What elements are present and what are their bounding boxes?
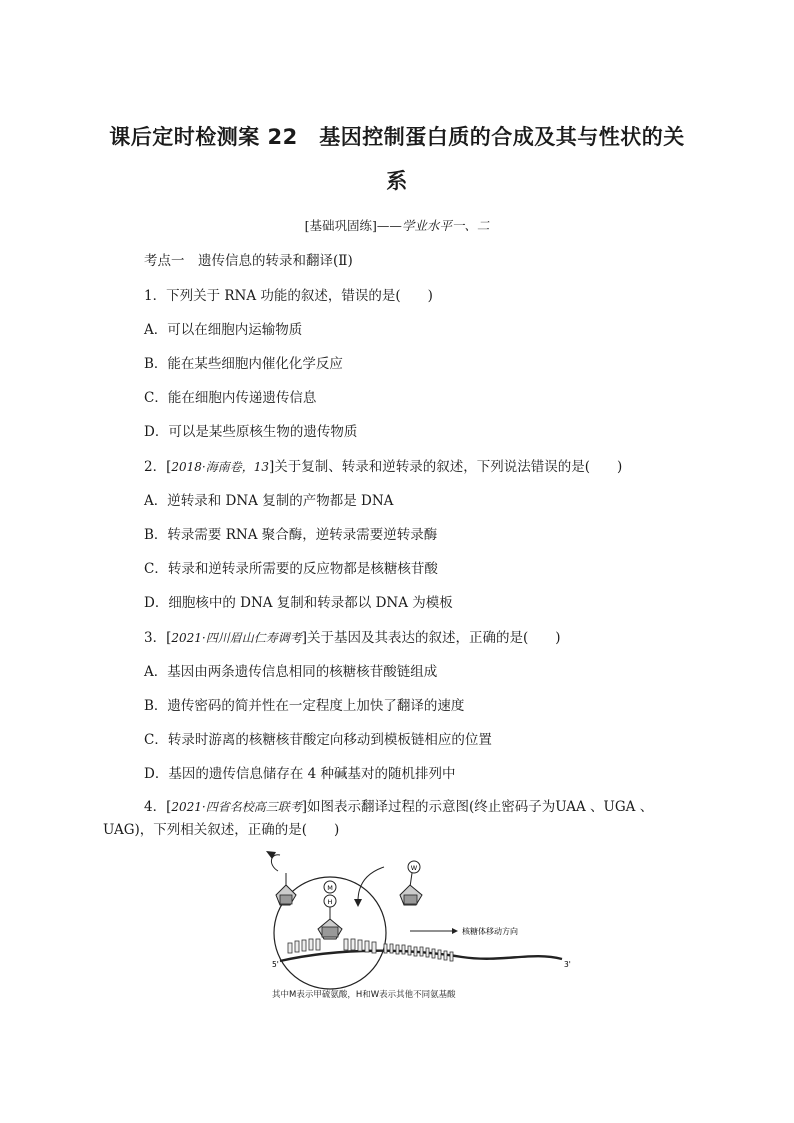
question-1-stem <box>144 284 433 304</box>
question-2-source: 2018·海南卷，13 <box>171 460 269 474</box>
question-1-option-b: B．能在某些细胞内催化化学反应 <box>144 356 343 372</box>
question-3-option-a: A．基因由两条遗传信息相同的核糖核苷酸链组成 <box>144 664 438 680</box>
question-2-option-a: A．逆转录和 DNA 复制的产物都是 DNA <box>144 493 394 509</box>
question-3-option-b: B．遗传密码的简并性在一定程度上加快了翻译的速度 <box>144 698 465 714</box>
page-title-line1: 课后定时检测案 22 基因控制蛋白质的合成及其与性状的关 <box>109 125 685 149</box>
question-1-option-a: A．可以在细胞内运输物质 <box>144 322 303 338</box>
question-1-text: 1．下列关于 RNA 功能的叙述，错误的是( ) <box>144 288 433 304</box>
question-1-option-c: C．能在细胞内传递遗传信息 <box>144 390 317 406</box>
question-2-option-d: D．细胞核中的 DNA 复制和转录都以 DNA 为模板 <box>144 595 453 611</box>
question-4-stem <box>103 796 699 842</box>
question-2-option-c: C．转录和逆转录所需要的反应物都是核糖核苷酸 <box>144 561 438 577</box>
subtitle-script: 学业水平一、二 <box>401 218 490 233</box>
question-4-text: ]如图表示翻译过程的示意图(终止密码子为UAA 、UGA 、UAG)，下列相关叙述，正确的是( ) <box>103 799 654 838</box>
question-2-prefix: 2．[ <box>144 459 172 475</box>
label-3-prime: 3' <box>564 960 571 969</box>
question-2-text: ]关于复制、转录和逆转录的叙述，下列说法错误的是( ) <box>268 459 623 475</box>
subtitle-bracket: [基础巩固练]—— <box>304 218 402 233</box>
question-3-source: 2021·四川眉山仁寿调考 <box>171 631 302 645</box>
trna-leaving <box>266 851 296 905</box>
question-2-option-b: B．转录需要 RNA 聚合酶，逆转录需要逆转录酶 <box>144 527 438 543</box>
label-w: W <box>410 864 418 872</box>
question-3-stem <box>144 626 561 646</box>
question-2-stem <box>144 455 622 475</box>
label-h: H <box>327 898 333 906</box>
translation-diagram <box>262 843 582 1003</box>
figure-caption: 其中M表示甲硫氨酸，H和W表示其他不同氨基酸 <box>272 990 456 1000</box>
section-subtitle <box>0 216 794 234</box>
question-3-prefix: 3．[ <box>144 630 172 646</box>
question-4-prefix: 4．[ <box>144 799 172 815</box>
section-heading: 考点一 遗传信息的转录和翻译(Ⅱ) <box>144 253 353 269</box>
page-title-line2: 系 <box>386 169 408 193</box>
question-1-option-d: D．可以是某些原核生物的遗传物质 <box>144 424 358 440</box>
direction-label: 核糖体移动方向 <box>462 927 518 936</box>
direction-arrowhead <box>452 928 458 934</box>
label-m: M <box>327 884 333 892</box>
question-3-option-c: C．转录时游离的核糖核苷酸定向移动到模板链相应的位置 <box>144 732 492 748</box>
question-3-text: ]关于基因及其表达的叙述，正确的是( ) <box>301 630 561 646</box>
label-5-prime: 5' <box>272 960 279 969</box>
question-3-option-d: D．基因的遗传信息储存在 4 种碱基对的随机排列中 <box>144 766 456 782</box>
question-4-source: 2021·四省名校高三联考 <box>171 800 302 814</box>
